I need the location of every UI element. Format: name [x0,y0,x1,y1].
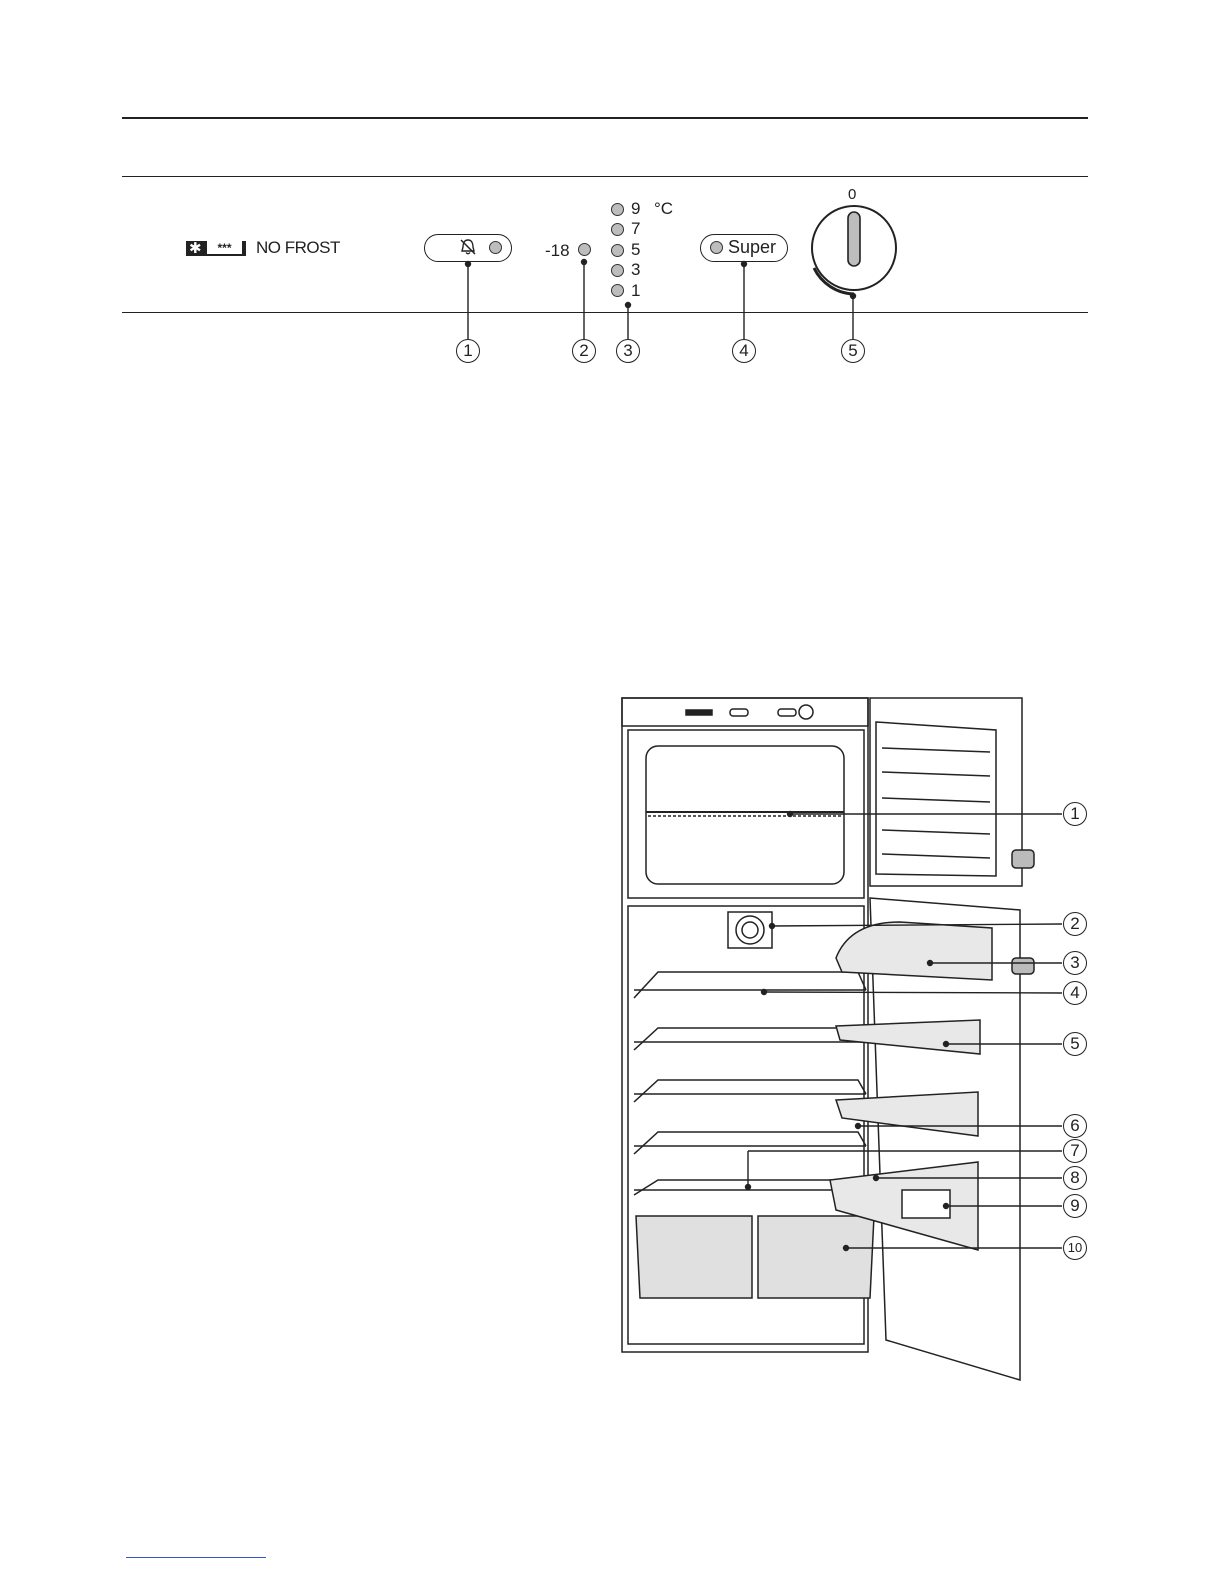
fridge-callout-9: 9 [1063,1194,1087,1218]
panel-callout-4: 4 [732,339,756,363]
temp-label-3: 3 [631,260,641,279]
fridge-callout-1: 1 [1063,802,1087,826]
super-label: Super [728,237,777,257]
temp-unit-label: °C [654,199,674,218]
fridge-callout-10: 10 [1063,1236,1087,1260]
fridge-callout-7: 7 [1063,1139,1087,1163]
panel-callout-1: 1 [456,339,480,363]
fridge-callout-6: 6 [1063,1114,1087,1138]
fridge-callout-5: 5 [1063,1032,1087,1056]
fridge-callout-4: 4 [1063,981,1087,1005]
temp-label-9: 9 [631,199,641,218]
footer-link-underline[interactable] [126,1557,266,1558]
fridge-callout-8: 8 [1063,1166,1087,1190]
star-rating-text: *** [207,241,242,254]
temp-label-5: 5 [631,240,641,259]
panel-callout-3: 3 [616,339,640,363]
temp-label-7: 7 [631,219,641,238]
dial-zero-label: 0 [848,186,857,203]
no-frost-label: NO FROST [256,238,340,257]
panel-callout-2: 2 [572,339,596,363]
snowflake-icon: ✱ [189,239,202,257]
fridge-callout-3: 3 [1063,951,1087,975]
fridge-illustration [0,690,1224,1390]
temp-label-1: 1 [631,281,641,300]
panel-leader-lines [0,0,1224,360]
freezer-temp-label: -18 [545,241,570,260]
fridge-callout-2: 2 [1063,912,1087,936]
panel-callout-5: 5 [841,339,865,363]
